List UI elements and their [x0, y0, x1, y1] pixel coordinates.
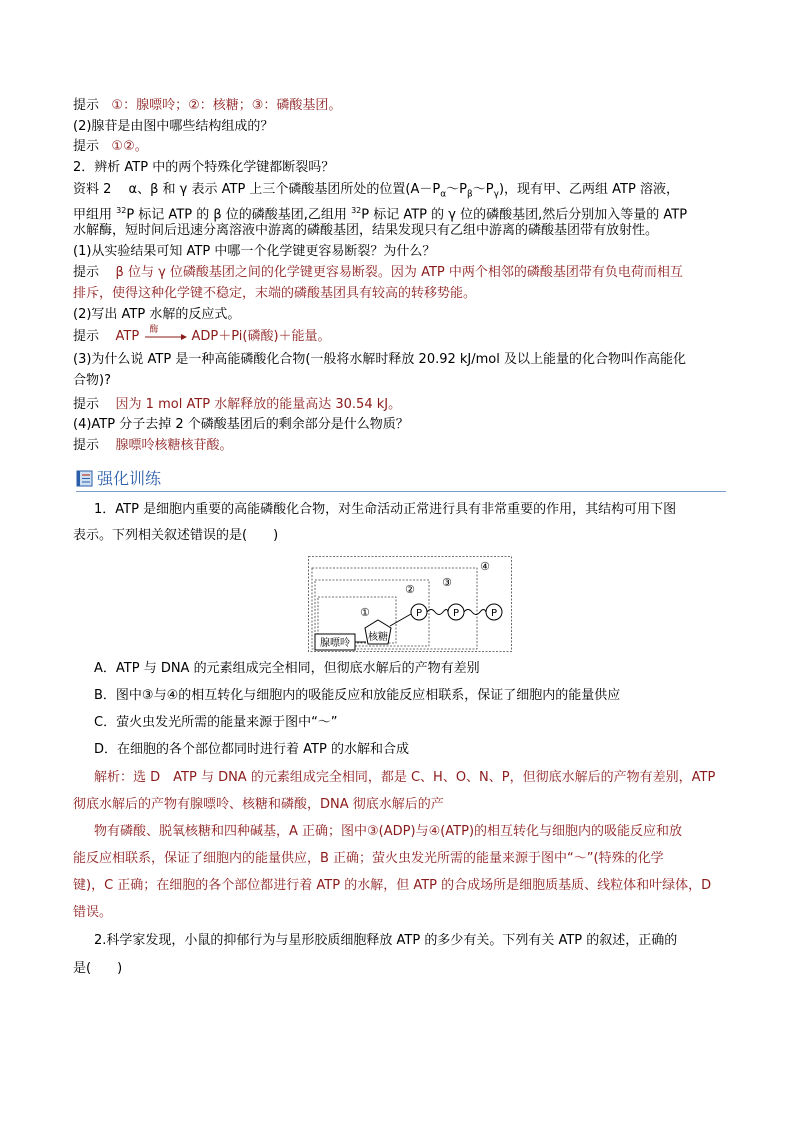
question-2-1: (1)从实验结果可知 ATP 中哪一个化学键更容易断裂？为什么？ [73, 244, 436, 259]
hint-label: 提示 [73, 397, 100, 412]
hint-continuation: 排斥，使得这种化学键不稳定，末端的磷酸基团具有较高的转移势能。 [73, 286, 477, 301]
high-energy-bond-2 [464, 610, 486, 615]
atp-structure-diagram [308, 556, 512, 652]
q1-analysis-line-1: 解析：选 D ATP 与 DNA 的元素组成完全相同，都是 C、H、O、N、P，但彻底水解后的产物有差别，ATP [94, 770, 716, 785]
mark-1: ① [360, 606, 370, 619]
q1-analysis-line-5: 键)，C 正确；在细胞的各个部位都进行着 ATP 的水解，但 ATP 的合成场所是细胞质基质、线粒体和叶绿体，D [73, 878, 712, 893]
reaction-atp: ATP [115, 329, 140, 344]
hint-text: ①：腺嘌呤；②：核糖；③：磷酸基团。 [111, 98, 342, 113]
q2-stem-line-1: 2.科学家发现，小鼠的抑郁行为与星形胶质细胞释放 ATP 的多少有关。下列有关 ATP 的叙述，正确的 [94, 933, 678, 948]
hint-label: 提示 [73, 438, 100, 453]
question-2-3-line-2: 合物)? [73, 373, 111, 388]
section-divider [76, 491, 726, 492]
hint-label: 提示 [73, 329, 100, 344]
material-line-2: 甲组用 $^{32}$P 标记 ATP 的 β 位的磷酸基团,乙组用 $^{32}$P 标记 ATP 的 γ 位的磷酸基团,然后分别加入等量的 ATP [73, 206, 688, 223]
hint-line-3 [73, 264, 683, 282]
q1-option-d: D．在细胞的各个部位都同时进行着 ATP 的水解和合成 [94, 742, 409, 757]
q1-stem-line-1: 1．ATP 是细胞内重要的高能磷酸化合物，对生命活动正常进行具有非常重要的作用，其结构可用下图 [94, 502, 677, 517]
reaction-products: ADP＋Pi(磷酸)＋能量。 [191, 329, 331, 344]
svg-text:P: P [490, 608, 498, 619]
svg-text:P: P [415, 608, 423, 619]
notebook-icon [76, 470, 94, 487]
hint-label: 提示 [73, 265, 100, 280]
heading-2: 2．辨析 ATP 中的两个特殊化学键都断裂吗？ [73, 160, 335, 175]
hint-line-4 [73, 324, 331, 346]
question-2-4: (4)ATP 分子去掉 2 个磷酸基团后的剩余部分是什么物质？ [73, 417, 409, 432]
hint-line-1 [73, 97, 341, 115]
mark-4: ④ [480, 560, 490, 573]
section-title: 强化训练 [97, 469, 162, 488]
q1-analysis-line-6: 错误。 [73, 905, 113, 920]
material-line-1: 资料 2 α、β 和 γ 表示 ATP 上三个磷酸基团所处的位置$(A-P_\alpha\sim P_\beta\sim P_\gamma)$，现有甲、乙两组 ATP 溶液， [73, 182, 679, 200]
enzyme-label: 酶 [149, 324, 159, 335]
ribose-label: 核糖 [368, 632, 388, 643]
q1-option-b: B．图中③与④的相互转化与细胞内的吸能反应和放能反应相联系，保证了细胞内的能量供应 [94, 688, 621, 703]
hint-text: 因为 1 mol ATP 水解释放的能量高达 30.54 kJ。 [115, 397, 402, 412]
question-2-3-line-1: (3)为什么说 ATP 是一种高能磷酸化合物(一般将水解时释放 20.92 kJ/mol 及以上能量的化合物叫作高能化 [73, 352, 687, 367]
hint-text: ①②。 [111, 139, 148, 154]
reaction-arrow [143, 324, 187, 344]
q1-option-a: A．ATP 与 DNA 的元素组成完全相同，但彻底水解后的产物有差别 [94, 661, 480, 676]
hint-label: 提示 [73, 139, 100, 154]
material-line-3: 水解酶，短时间后迅速分离溶液中游离的磷酸基团，结果发现只有乙组中游离的磷酸基团带有放射性。 [73, 223, 659, 238]
hint-label: 提示 [73, 98, 100, 113]
svg-text:P: P [452, 608, 460, 619]
q1-analysis-line-4: 能反应相联系，保证了细胞内的能量供应，B 正确；萤火虫发光所需的能量来源于图中“～”(特殊的化学 [73, 851, 664, 866]
q1-analysis-line-2: 彻底水解后的产物有腺嘌呤、核糖和磷酸，DNA 彻底水解后的产 [73, 797, 444, 812]
question-2: (2)腺苷是由图中哪些结构组成的？ [73, 119, 274, 134]
hint-text: 腺嘌呤核糖核苷酸。 [115, 438, 233, 453]
adenine-label: 腺嘌呤 [320, 638, 350, 649]
mark-3: ③ [442, 576, 452, 589]
hint-text: β 位与 γ 位磷酸基团之间的化学键更容易断裂。因为 ATP 中两个相邻的磷酸基团带有负电荷而相互 [115, 265, 683, 280]
hint-line-2 [73, 138, 148, 156]
q2-stem-line-2: 是( ) [73, 961, 123, 976]
q1-analysis-line-3: 物有磷酸、脱氧核糖和四种碱基，A 正确；图中③(ADP)与④(ATP)的相互转化与细胞内的吸能反应和放 [94, 824, 683, 839]
hint-line-6 [73, 437, 233, 455]
high-energy-bond-1 [427, 610, 448, 615]
hint-line-5 [73, 396, 401, 414]
mark-2: ② [405, 583, 415, 596]
q1-stem-line-2: 表示。下列相关叙述错误的是( ) [73, 528, 279, 543]
arrow-icon [143, 330, 187, 344]
q1-option-c: C．萤火虫发光所需的能量来源于图中“～” [94, 715, 338, 730]
question-2-2: (2)写出 ATP 水解的反应式。 [73, 307, 241, 322]
